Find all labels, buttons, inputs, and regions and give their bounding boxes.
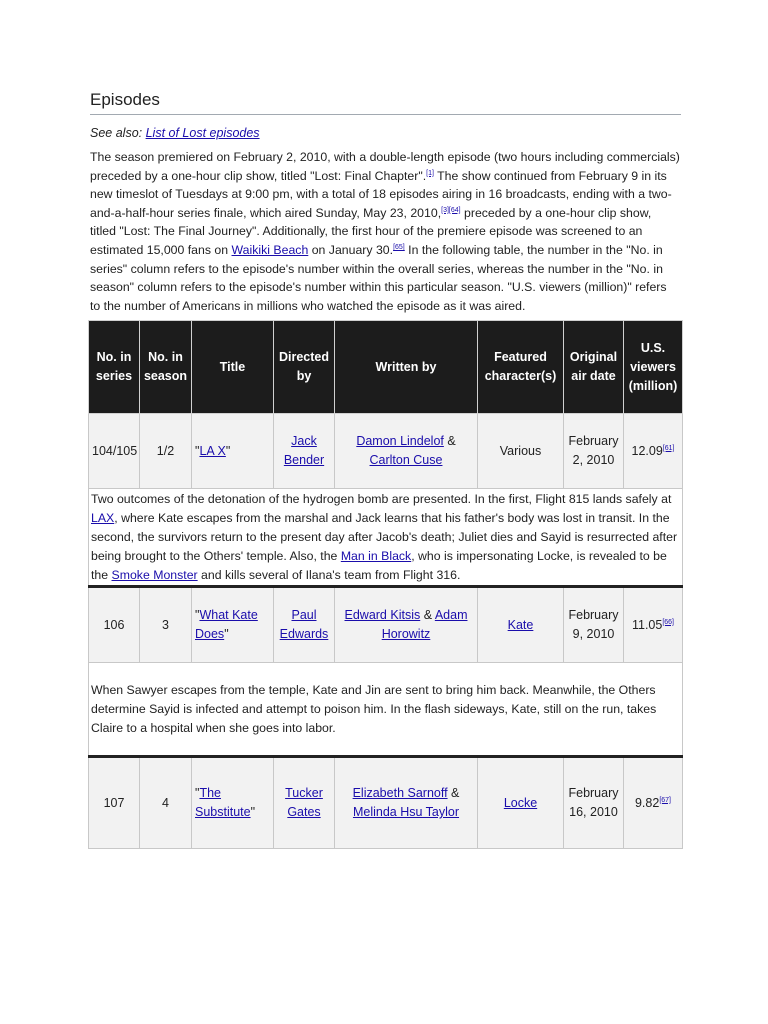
header-no-series: No. in series (89, 321, 140, 414)
viewers-ref-link[interactable]: [66] (662, 618, 675, 626)
summary-text: and kills several of Ilana's team from Flight 316. (197, 567, 461, 582)
cell-title (192, 757, 274, 849)
cell-air-date: February 9, 2010 (564, 587, 624, 663)
featured-character-link[interactable]: Kate (507, 617, 534, 632)
man-in-black-link[interactable]: Man in Black (340, 548, 412, 563)
summary-text: , where Kate escapes from the marshal and Jack learns that his father's body was lost in transit. In the second, the survivors return to the present day after Jacob's death; Juliet dies and Sayid is resurrected after being brought to the Others' temple. Also, the (91, 510, 678, 563)
writer-separator: & (447, 786, 460, 801)
featured-character-link[interactable]: Locke (503, 795, 538, 810)
director-link[interactable]: Tucker Gates (285, 786, 323, 820)
quote-open: " (195, 608, 200, 623)
cell-no-season: 3 (140, 587, 192, 663)
writer-separator: & (443, 434, 456, 449)
episode-summary-row (89, 489, 683, 587)
table-header-row (89, 321, 683, 414)
table-row (89, 414, 683, 489)
episode-summary-row (89, 663, 683, 757)
cell-director (274, 414, 335, 489)
viewers-value: 9.82 (634, 795, 660, 810)
intro-text-3: preceded by a one-hour clip show, titled "Lost: The Final Journey". Additionally, the first hour of the premiere episode was screened to an estimated 15,000 fans on (90, 205, 652, 257)
cell-no-season: 4 (140, 757, 192, 849)
writer-link[interactable]: Edward Kitsis (344, 608, 421, 623)
cell-featured (478, 757, 564, 849)
intro-paragraph (90, 148, 680, 315)
table-row (89, 587, 683, 663)
cell-no-series: 106 (89, 587, 140, 663)
quote-open: " (195, 443, 200, 458)
cell-viewers (624, 757, 683, 849)
cell-viewers (624, 414, 683, 489)
intro-text-5: In the following table, the number in the "No. in series" column refers to the episode's number within the overall series, whereas the number in the "No. in season" column refers to the episode's number within this particular season. "U.S. viewers (million)" refers to the number of Americans in millions who watched the episode as it was aired. (90, 242, 667, 313)
episode-summary: When Sawyer escapes from the temple, Kate and Jin are sent to bring him back. Meanwhile, the Others determine Sayid is infected and attempt to poison him. In the flash sideways, Kate, still on the run, takes Claire to a hospital when she goes into labor. (89, 663, 683, 757)
writer-link[interactable]: Adam Horowitz (381, 608, 468, 642)
cell-writers (335, 587, 478, 663)
cell-title (192, 587, 274, 663)
cell-title (192, 414, 274, 489)
ref-link-3[interactable]: [65] (393, 243, 405, 251)
episodes-table (88, 320, 683, 849)
writer-link[interactable]: Elizabeth Sarnoff (352, 786, 448, 801)
ref-link-2[interactable]: [3][64] (441, 206, 461, 214)
director-link[interactable]: Jack Bender (283, 434, 325, 468)
quote-close: " (224, 627, 229, 642)
intro-text-4: on January 30. (308, 242, 394, 257)
quote-open: " (195, 786, 200, 801)
ref-link-1[interactable]: [1] (426, 169, 434, 177)
director-link[interactable]: Paul Edwards (279, 608, 329, 642)
header-featured: Featured character(s) (478, 321, 564, 414)
episode-summary (89, 489, 683, 587)
cell-no-series: 107 (89, 757, 140, 849)
cell-no-series: 104/105 (89, 414, 140, 489)
see-also-link[interactable]: List of Lost episodes (145, 126, 260, 140)
writer-link[interactable]: Damon Lindelof (356, 434, 444, 449)
cell-air-date: February 16, 2010 (564, 757, 624, 849)
see-also-note (90, 126, 681, 140)
header-air-date: Original air date (564, 321, 624, 414)
viewers-value: 12.09 (631, 443, 663, 458)
summary-text: Two outcomes of the detonation of the hydrogen bomb are presented. In the first, Flight 815 lands safely at (91, 491, 672, 506)
cell-writers (335, 757, 478, 849)
episode-title-link[interactable]: LA X (199, 443, 226, 458)
header-title: Title (192, 321, 274, 414)
section-heading: Episodes (90, 90, 681, 115)
writer-separator: & (420, 608, 435, 623)
viewers-value: 11.05 (631, 617, 663, 632)
lax-link[interactable]: LAX (91, 510, 115, 525)
header-no-season: No. in season (140, 321, 192, 414)
quote-close: " (250, 805, 256, 820)
writer-link[interactable]: Carlton Cuse (369, 453, 443, 468)
header-written-by: Written by (335, 321, 478, 414)
intro-text-1: The season premiered on February 2, 2010, with a double-length episode (two hours including commercials) preceded by a one-hour clip show, titled "Lost: Final Chapter". (90, 150, 680, 183)
writer-link[interactable]: Melinda Hsu Taylor (352, 805, 460, 820)
cell-featured (478, 587, 564, 663)
viewers-ref-link[interactable]: [67] (659, 796, 672, 804)
cell-viewers (624, 587, 683, 663)
header-directed-by: Directed by (274, 321, 335, 414)
cell-writers (335, 414, 478, 489)
summary-text: , who is impersonating Locke, is revealed to be the (91, 548, 667, 582)
cell-director (274, 757, 335, 849)
cell-featured: Various (478, 414, 564, 489)
quote-close: " (225, 443, 231, 458)
episodes-section (88, 90, 681, 849)
cell-director (274, 587, 335, 663)
table-row (89, 757, 683, 849)
episode-title-link[interactable]: What Kate Does (195, 608, 258, 642)
smoke-monster-link[interactable]: Smoke Monster (111, 567, 198, 582)
waikiki-beach-link[interactable]: Waikiki Beach (231, 242, 309, 257)
viewers-ref-link[interactable]: [61] (662, 444, 675, 452)
cell-no-season: 1/2 (140, 414, 192, 489)
see-also-prefix: See also: (90, 126, 146, 140)
cell-air-date: February 2, 2010 (564, 414, 624, 489)
header-viewers: U.S. viewers (million) (624, 321, 683, 414)
intro-text-2: The show continued from February 9 in its new timeslot of Tuesdays at 9:00 pm, with a total of 18 episodes airing in 16 broadcasts, ending with a two-and-a-half-hour series finale, which aired Sunday, May 23, 2010, (90, 168, 672, 220)
episode-title-link[interactable]: The Substitute (195, 786, 251, 820)
